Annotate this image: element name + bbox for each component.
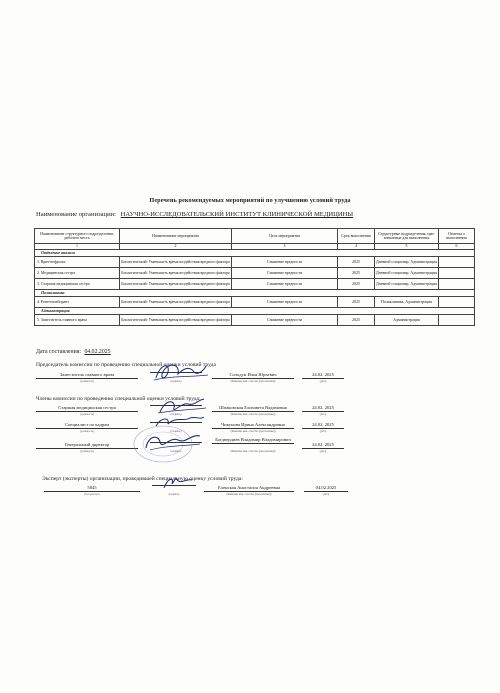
- section-title: Администрация: [35, 308, 475, 315]
- date-caption: (дата): [319, 450, 327, 453]
- table-header-row: [35, 229, 475, 244]
- column-number: 5: [375, 244, 439, 250]
- units-cell: Дневной стационар, Администрация: [375, 257, 439, 268]
- fio-caption: (Фамилия, имя, отчество (при наличии)): [230, 450, 276, 453]
- member-date: 24.02. 2025: [302, 442, 344, 449]
- members-heading: Члены комиссии по проведению специальной оценки условий труда:: [36, 396, 201, 402]
- chair-position: Заместитель главного врача: [36, 372, 138, 379]
- header-cell: Структурные подразделения, при-влекаемые для выполнения: [375, 229, 439, 244]
- measure-cell: Биологический: Уменьшить время воздействия вредного фактора: [120, 297, 232, 308]
- mark-cell: [439, 279, 475, 290]
- member-position: Старшая медицинская сестра: [36, 405, 138, 412]
- member-date: 24.02. 2025: [302, 405, 344, 412]
- chair-name: Солодун Илья Юрьевич: [212, 372, 294, 379]
- member-date: 24.02. 2025: [302, 422, 344, 429]
- header-cell: Цель мероприятия: [232, 229, 338, 244]
- header-cell: Наименование мероприятия: [120, 229, 232, 244]
- date-caption: (дата): [319, 430, 327, 433]
- mark-cell: [439, 257, 475, 268]
- table-row: [35, 268, 475, 279]
- signature-caption: (подпись): [170, 413, 182, 416]
- member-name: Чикунова Ирина Александровна: [212, 422, 294, 429]
- position-caption: (должность): [80, 430, 94, 433]
- workplace-cell: 1. Врач-нефролог: [35, 257, 120, 268]
- compilation-date: [36, 349, 111, 355]
- section-row: [35, 308, 475, 315]
- expert-number: 5845: [44, 485, 140, 492]
- fio-caption: (Фамилия, имя, отчество (при наличии)): [226, 493, 272, 496]
- organization-name: НАУЧНО-ИССЛЕДОВАТЕЛЬСКИЙ ИНСТИТУТ КЛИНИЧЕСКОЙ МЕДИЦИНЫ: [120, 211, 354, 218]
- measures-table: [34, 228, 475, 326]
- header-cell: Наименование структурного подразделения, рабочего места: [35, 229, 120, 244]
- workplace-cell: 2. Медицинская сестра: [35, 268, 120, 279]
- organization-line: [36, 211, 353, 218]
- section-title: Отделение анализа: [35, 250, 475, 257]
- date-caption: (дата): [319, 380, 327, 383]
- deadline-cell: 2025: [338, 297, 375, 308]
- fio-caption: (Фамилия, имя, отчество (при наличии)): [230, 380, 276, 383]
- goal-cell: Снижение вредности: [232, 297, 338, 308]
- date-caption: (дата): [319, 413, 327, 416]
- compilation-date-label: Дата составления:: [36, 349, 81, 355]
- member-name: Шпаковская Елизавета Вадимовна: [212, 405, 294, 412]
- units-cell: Администрация: [375, 315, 439, 326]
- member-position: Генеральный директор: [36, 442, 138, 449]
- position-caption: (должность): [80, 413, 94, 416]
- workplace-cell: 3. Старшая медицинская сестра: [35, 279, 120, 290]
- reg-caption: (№ в реестре): [84, 493, 100, 496]
- deadline-cell: 2025: [338, 257, 375, 268]
- fio-caption: (Фамилия, имя, отчество (при наличии)): [230, 430, 276, 433]
- member-name: Богдвердиев Владимир Владимирович: [212, 437, 294, 444]
- table-row: [35, 315, 475, 326]
- column-number: 6: [439, 244, 475, 250]
- position-caption: (должность): [80, 380, 94, 383]
- column-number: 2: [120, 244, 232, 250]
- document-title: Перечень рекомендуемых мероприятий по улучшению условий труда: [149, 197, 351, 204]
- table-row: [35, 257, 475, 268]
- deadline-cell: 2025: [338, 315, 375, 326]
- header-cell: Срок выполнения: [338, 229, 375, 244]
- expert-name: Еленская Анастасия Андреевна: [204, 485, 294, 492]
- mark-cell: [439, 315, 475, 326]
- signature-caption: (подпись): [170, 380, 182, 383]
- chair-heading: Председатель комиссии по проведению специальной оценки условий труда: [36, 362, 216, 368]
- date-caption: (дата): [322, 493, 330, 496]
- fio-caption: (Фамилия, имя, отчество (при наличии)): [230, 413, 276, 416]
- goal-cell: Снижение вредности: [232, 315, 338, 326]
- deadline-cell: 2025: [338, 279, 375, 290]
- signature-caption: (подпись): [170, 430, 182, 433]
- goal-cell: Снижение вредности: [232, 279, 338, 290]
- section-row: [35, 290, 475, 297]
- measure-cell: Биологический: Уменьшить время воздействия вредного фактора: [120, 257, 232, 268]
- table-row: [35, 279, 475, 290]
- column-number: 1: [35, 244, 120, 250]
- goal-cell: Снижение вредности: [232, 257, 338, 268]
- units-cell: Поликлиника, Администрация: [375, 297, 439, 308]
- expert-heading: Эксперт (эксперты) организации, проводившей специальную оценку условий труда:: [42, 476, 243, 482]
- chair-date: 24.02. 2025: [302, 372, 344, 379]
- organization-label: Наименование организации:: [36, 211, 116, 218]
- member-position: Специалист по кадрам: [36, 422, 138, 429]
- units-cell: Дневной стационар, Администрация: [375, 268, 439, 279]
- measure-cell: Биологический: Уменьшить время воздействия вредного фактора: [120, 268, 232, 279]
- mark-cell: [439, 297, 475, 308]
- table-row: [35, 297, 475, 308]
- organization-stamp: [132, 424, 194, 464]
- expert-date: 04.02.2025: [304, 485, 348, 492]
- signature-caption: (подпись): [170, 450, 182, 453]
- expert-signature: [158, 474, 198, 492]
- deadline-cell: 2025: [338, 268, 375, 279]
- workplace-cell: 5. Заместитель главного врача: [35, 315, 120, 326]
- goal-cell: Снижение вредности: [232, 268, 338, 279]
- workplace-cell: 4. Рентгенлаборант: [35, 297, 120, 308]
- units-cell: Дневной стационар, Администрация: [375, 279, 439, 290]
- section-row: [35, 250, 475, 257]
- compilation-date-value: 04.02.2025: [84, 349, 111, 355]
- measure-cell: Биологический: Уменьшить время воздействия вредного фактора: [120, 279, 232, 290]
- chair-signature: [150, 360, 210, 384]
- section-title: Поликлиника: [35, 290, 475, 297]
- header-cell: Отметка о выполнении: [439, 229, 475, 244]
- position-caption: (должность): [80, 450, 94, 453]
- measure-cell: Биологический: Уменьшить время воздействия вредного фактора: [120, 315, 232, 326]
- signature-caption: (подпись): [168, 493, 180, 496]
- column-number: 3: [232, 244, 338, 250]
- mark-cell: [439, 268, 475, 279]
- column-number: 4: [338, 244, 375, 250]
